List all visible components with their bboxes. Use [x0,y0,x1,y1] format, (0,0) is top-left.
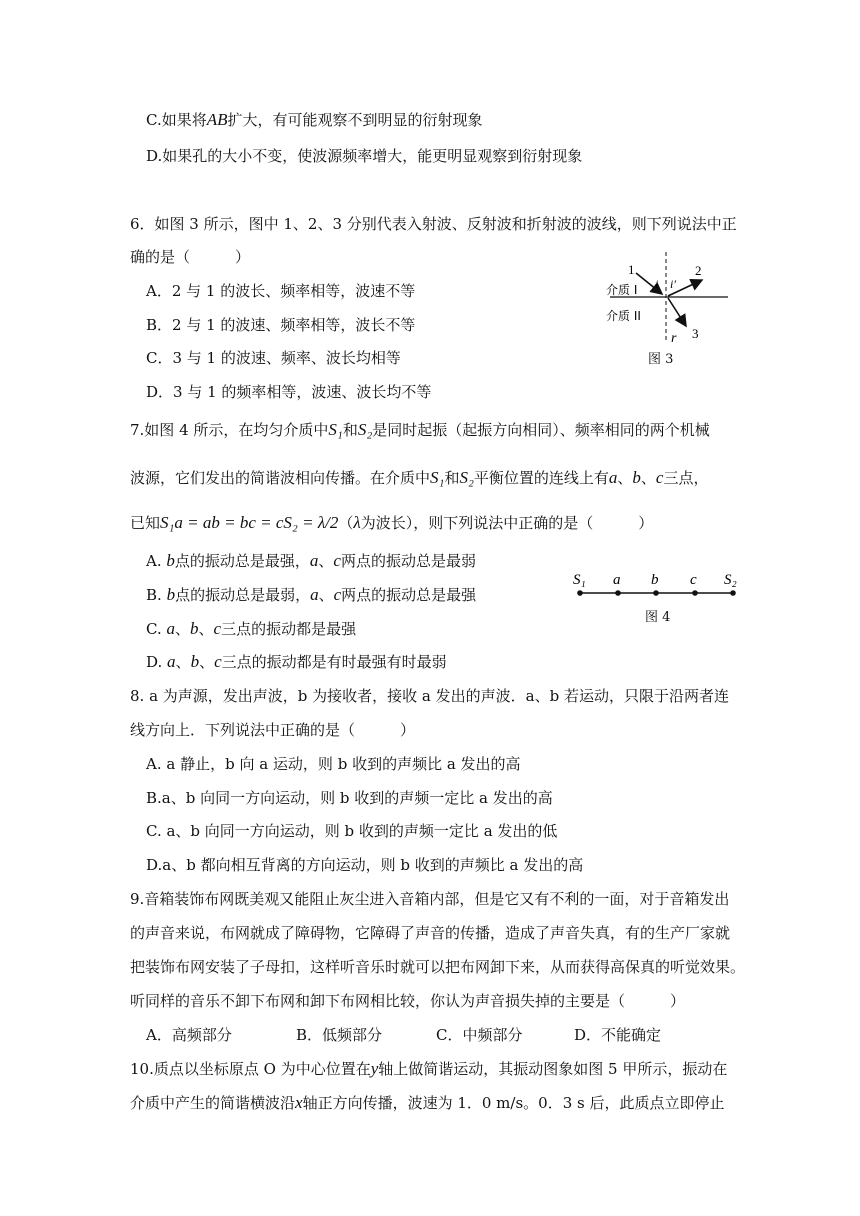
point-b [653,590,659,596]
angle-label-r: r [671,331,677,346]
point-s2 [730,590,736,596]
q8-stem-line2: 线方向上．下列说法中正确的是（ ） [130,721,416,739]
ray-label-1: 1 [628,262,635,277]
q7-option-d: D. a、b、c三点的振动都是有时最强有时最弱 [146,652,447,671]
label-a: a [613,572,621,588]
label-s1: S₁ [573,572,586,588]
q9-line2: 的声音来说，布网就成了障碍物，它障碍了声音的传播，造成了声音失真，有的生产厂家就 [130,924,731,942]
q8-option-a: A. a 静止，b 向 a 运动，则 b 收到的声频比 a 发出的高 [146,755,521,773]
q6-option-b: B．2 与 1 的波速、频率相等，波长不等 [146,316,416,334]
q9-option-c: C．中频部分 [436,1026,523,1044]
figure-4-diagram [566,566,746,606]
ray-label-3: 3 [692,326,699,341]
q10-line2: 介质中产生的简谐横波沿x轴正方向传播，波速为 1．0 m/s。0．3 s 后，此质点立即停止 [130,1093,725,1112]
q9-line1: 9.音箱装饰布网既美观又能阻止灰尘进入音箱内部，但是它又有不利的一面，对于音箱发出 [130,890,730,908]
q7-option-b: B. b点的振动总是最弱，a、c两点的振动总是最强 [146,585,477,604]
label-c: c [690,572,697,588]
q10-line1: 10.质点以坐标原点 O 为中心位置在y轴上做简谐运动，其振动图象如图 5 甲所示，振动在 [130,1059,728,1078]
figure-3-caption: 图 3 [648,352,674,367]
q9-line3: 把装饰布网安装了子母扣，这样听音乐时就可以把布网卸下来，从而获得高保真的听觉效果。 [130,958,746,976]
q8-stem-line1: 8. a 为声源，发出声波，b 为接收者，接收 a 发出的声波．a、b 若运动，只限于沿两者连 [130,687,729,705]
q5-option-c: C.如果将AB扩大，有可能观察不到明显的衍射现象 [146,110,483,129]
medium-1-label: 介质 I [606,283,638,297]
q6-stem-line2: 确的是（ ） [130,248,251,266]
point-a [615,590,621,596]
q7-option-a: A. b点的振动总是最强，a、c两点的振动总是最弱 [146,551,476,570]
q6-option-c: C．3 与 1 的波速、频率、波长均相等 [146,349,401,367]
q8-option-d: D.a、b 都向相互背离的方向运动，则 b 收到的声频比 a 发出的高 [146,856,584,874]
figure-4-caption: 图 4 [645,610,671,625]
q9-option-d: D．不能确定 [574,1026,662,1044]
q9-option-b: B．低频部分 [296,1026,383,1044]
q7-stem-line3: 已知S₁a = ab = bc = cS₂ = λ/2（λ为波长），则下列说法中正确的是（ ） [130,513,654,532]
q9-options [146,1024,661,1046]
figure-3-diagram [596,250,736,350]
label-b: b [651,572,659,588]
q8-option-b: B.a、b 向同一方向运动，则 b 收到的声频一定比 a 发出的高 [146,789,553,807]
q6-option-a: A．2 与 1 的波长、频率相等，波速不等 [146,282,416,300]
q5-option-d: D.如果孔的大小不变，使波源频率增大，能更明显观察到衍射现象 [146,147,583,165]
q6-stem-line1: 6．如图 3 所示，图中 1、2、3 分别代表入射波、反射波和折射波的波线，则下列说法中正 [130,215,737,233]
q7-stem-line2: 波源，它们发出的简谐波相向传播。在介质中S₁和S₂平衡位置的连线上有a、b、c三点， [130,468,709,487]
angle-label-i: i [655,277,659,291]
point-c [692,590,698,596]
q7-option-c: C. a、b、c三点的振动都是最强 [146,619,357,638]
medium-2-label: 介质 II [606,309,641,323]
label-s2: S₂ [724,572,737,588]
ray-label-2: 2 [695,263,702,278]
q7-stem-line1: 7.如图 4 所示，在均匀介质中S₁和S₂是同时起振（起振方向相同）、频率相同的两个机械 [130,420,710,439]
refracted-ray [668,298,686,326]
q9-line4: 听同样的音乐不卸下布网和卸下布网相比较，你认为声音损失掉的主要是（ ） [130,992,686,1010]
q6-option-d: D．3 与 1 的频率相等，波速、波长均不等 [146,383,432,401]
angle-label-i-prime: i′ [670,277,676,291]
q8-option-c: C. a、b 向同一方向运动，则 b 收到的声频一定比 a 发出的低 [146,822,558,840]
q9-option-a: A．高频部分 [146,1026,232,1044]
point-s1 [577,590,583,596]
